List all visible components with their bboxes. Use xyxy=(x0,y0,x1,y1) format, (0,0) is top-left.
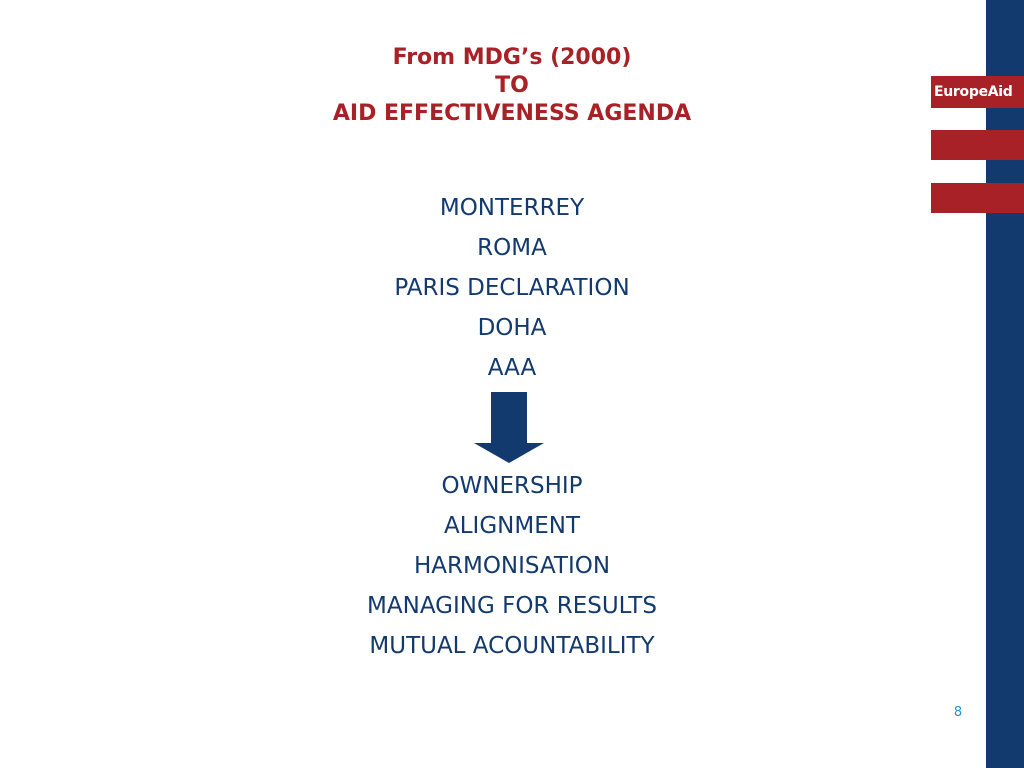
title-line-3: AID EFFECTIVENESS AGENDA xyxy=(332,101,692,126)
list-item: ROMA xyxy=(477,235,547,261)
list-item: MUTUAL ACOUNTABILITY xyxy=(369,633,655,659)
list-item: HARMONISATION xyxy=(413,553,611,579)
right-brand-band xyxy=(986,0,1024,768)
events-list xyxy=(200,188,824,388)
slide-title xyxy=(200,44,824,128)
list-item: ALIGNMENT xyxy=(444,513,580,539)
brand-bar-2 xyxy=(931,183,1024,213)
list-item: MONTERREY xyxy=(439,195,585,221)
down-arrow-icon xyxy=(472,392,546,464)
title-line-2: TO xyxy=(495,73,529,98)
list-item: MANAGING FOR RESULTS xyxy=(367,593,657,619)
list-item: DOHA xyxy=(477,315,547,341)
list-item: PARIS DECLARATION xyxy=(394,275,630,301)
europeaid-logo: EuropeAid xyxy=(931,76,1024,108)
page-number: 8 xyxy=(953,705,963,720)
principles-list xyxy=(200,466,824,666)
list-item: OWNERSHIP xyxy=(441,473,583,499)
brand-bar-1 xyxy=(931,130,1024,160)
title-line-1: From MDG’s (2000) xyxy=(392,45,632,70)
list-item: AAA xyxy=(487,355,537,381)
